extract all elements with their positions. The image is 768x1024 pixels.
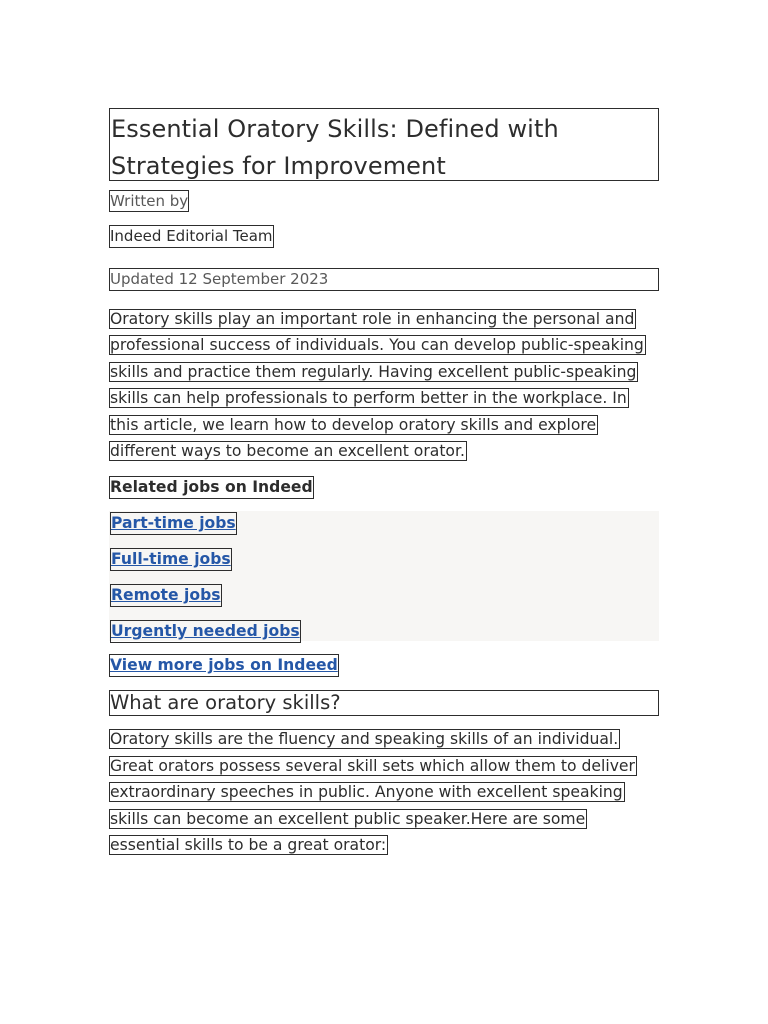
updated-date: Updated 12 September 2023 — [109, 268, 659, 291]
related-jobs-heading-row — [109, 464, 659, 499]
full-time-jobs-link[interactable]: Full-time jobs — [110, 548, 232, 571]
author-name[interactable]: Indeed Editorial Team — [109, 225, 274, 248]
written-by-label: Written by — [110, 192, 189, 210]
article-title: Essential Oratory Skills: Defined with Strategies for Improvement — [109, 108, 659, 181]
section-text: Oratory skills are the fluency and speaking skills of an individual. Great orators possess several skill sets which allow them to deliver extraordinary speeches in public. Anyone with excellent speaking skills can become an excellent public speaker.Here are some essential skills to be a great orator: — [110, 730, 635, 855]
urgently-needed-jobs-link[interactable]: Urgently needed jobs — [110, 620, 301, 643]
article — [109, 108, 659, 858]
view-more-jobs-link[interactable]: View more jobs on Indeed — [109, 654, 339, 677]
intro-text: Oratory skills play an important role in enhancing the personal and professional success of individuals. You can develop public-speaking skills and practice them regularly. Having excellent public-speaking skills can help professionals to perform better in the workplace. In this article, we learn how to develop oratory skills and explore different ways to become an excellent orator. — [110, 310, 644, 461]
intro-paragraph — [109, 306, 659, 464]
author-row — [109, 225, 659, 248]
related-jobs-heading: Related jobs on Indeed — [109, 476, 314, 499]
part-time-jobs-link[interactable]: Part-time jobs — [110, 512, 237, 535]
byline — [109, 181, 659, 212]
section-title: What are oratory skills? — [109, 690, 659, 716]
view-more-row — [109, 641, 659, 677]
related-jobs-panel — [109, 511, 659, 641]
section-paragraph — [109, 726, 659, 858]
remote-jobs-link[interactable]: Remote jobs — [110, 584, 222, 607]
